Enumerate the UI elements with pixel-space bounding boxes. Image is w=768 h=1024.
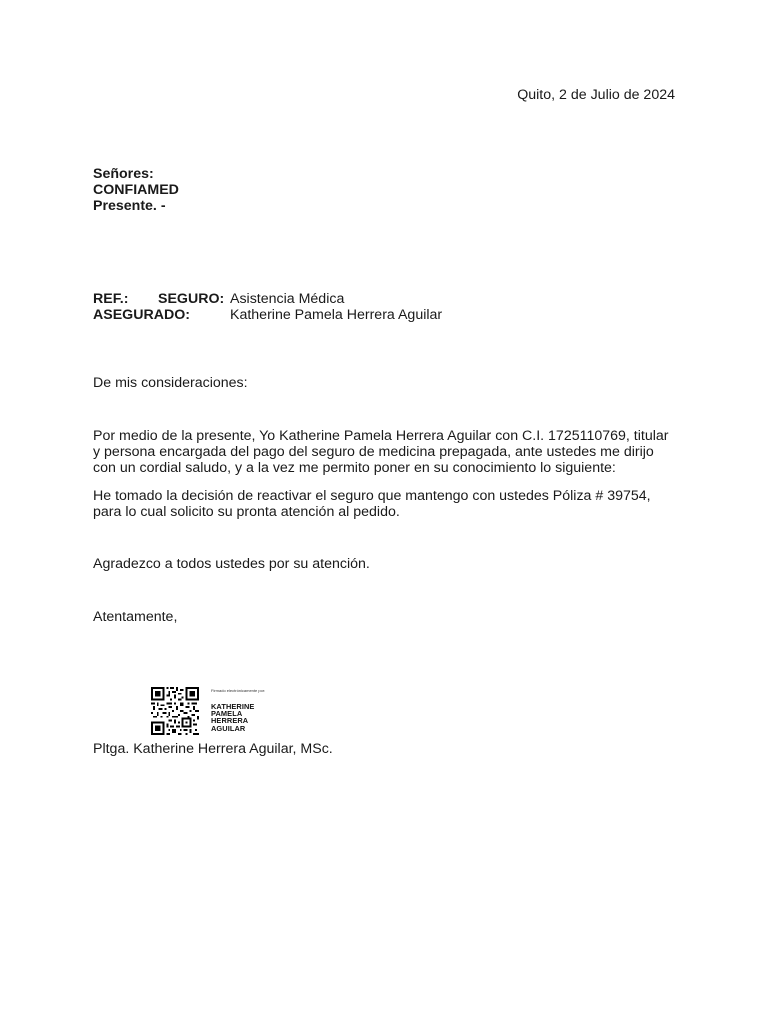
body-paragraph-1-text: Por medio de la presente, Yo Katherine Pamela Herrera Aguilar con C.I. 1725110769, titular y persona encargada del pago del seguro de medicina prepagada, ante ustedes me dirijo con un cordial saludo, y a la vez me permito poner en su conocimiento lo siguiente:: [93, 428, 669, 476]
asegurado-value: Katherine Pamela Herrera Aguilar: [230, 307, 443, 323]
addressee-salutation: Señores:: [93, 166, 154, 182]
signature-name-line: PAMELA: [211, 709, 243, 719]
addressee-presente: Presente. -: [93, 198, 166, 214]
ref-label: REF.:: [93, 291, 129, 307]
body-paragraph-2-text: He tomado la decisión de reactivar el seguro que mantengo con ustedes Póliza # 39754, para lo cual solicito su pronta atención al pedido.: [93, 488, 651, 520]
signature-name-line: HERRERA: [211, 716, 249, 726]
qr-code-icon: [151, 687, 199, 735]
body-paragraph-2: [93, 488, 678, 520]
signer-name: Pltga. Katherine Herrera Aguilar, MSc.: [93, 741, 333, 757]
asegurado-label: ASEGURADO:: [93, 307, 190, 323]
electronic-signature: [151, 687, 281, 735]
letter-date: Quito, 2 de Julio de 2024: [517, 87, 675, 103]
signature-caption: Firmado electrónicamente por:: [211, 688, 266, 693]
closing-line: Atentamente,: [93, 609, 178, 625]
greeting: De mis consideraciones:: [93, 375, 248, 391]
body-paragraph-1: [93, 428, 678, 476]
signature-name-line: KATHERINE: [211, 702, 255, 711]
seguro-value: Asistencia Médica: [230, 291, 345, 307]
addressee-company: CONFIAMED: [93, 182, 179, 198]
seguro-label: SEGURO:: [158, 291, 225, 307]
addressee-block: [93, 166, 179, 214]
signature-name: [211, 703, 254, 732]
signature-name-line: AGUILAR: [211, 723, 246, 733]
thanks-line: Agradezco a todos ustedes por su atención.: [93, 556, 370, 572]
